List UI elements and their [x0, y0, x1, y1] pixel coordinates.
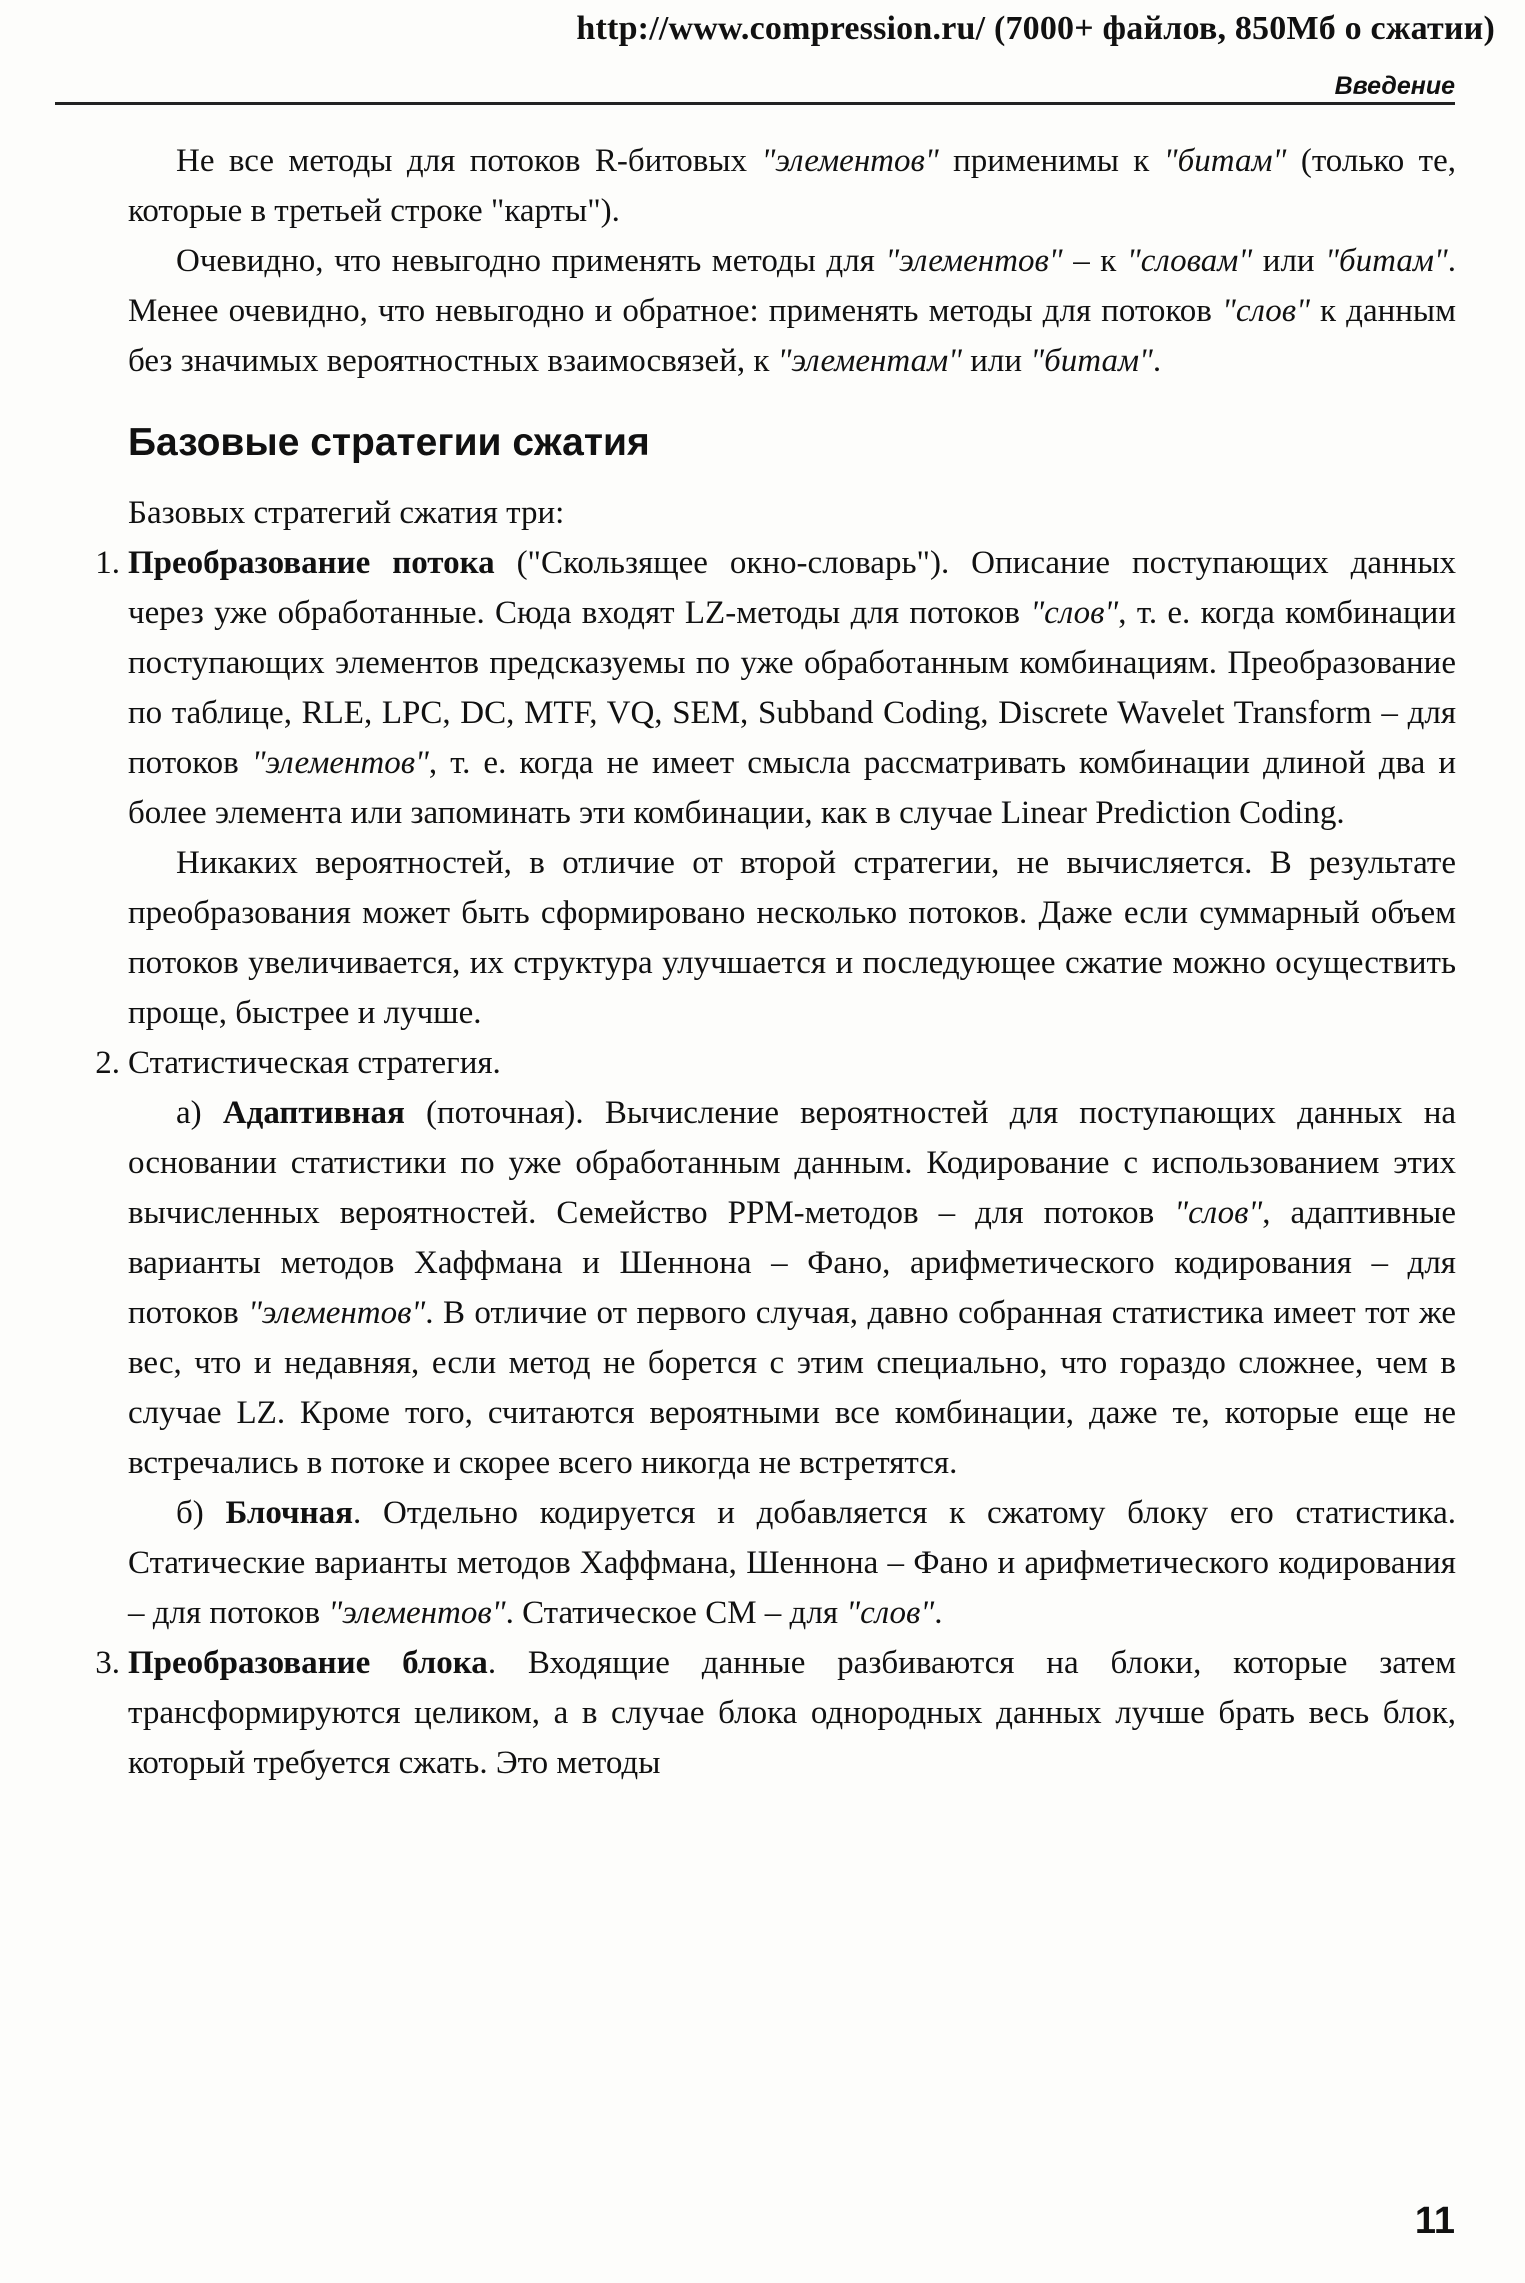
- text-run: . В отличие от первого случая, давно собранная статистика имеет тот же вес, что и недавняя, если метод не борется с этим специально, что гораздо сложнее, чем в случае LZ. Кроме того, считаются вероятными все комбинации, даже те, которые еще не встречались в потоке и скорее всего никогда не встретятся.: [128, 1295, 1456, 1481]
- italic-term: "битам": [1325, 243, 1448, 279]
- italic-term: "элементам": [777, 343, 962, 379]
- italic-term: "словам": [1126, 243, 1253, 279]
- italic-term: "элементов": [885, 243, 1063, 279]
- section-lead: Базовых стратегий сжатия три:: [128, 495, 565, 531]
- italic-term: "слов": [1221, 293, 1310, 329]
- item-1-paragraph-2: Никаких вероятностей, в отличие от второй стратегии, не вычисляется. В результате преобразования может быть сформировано несколько потоков. Даже если суммарный объем потоков увеличивается, их структура улучшается и последующее сжатие можно осуществить проще, быстрее и лучше.: [128, 845, 1456, 1031]
- page-body: [95, 136, 1457, 1788]
- text-run: . Статическое CM – для: [505, 1595, 847, 1631]
- strategy-list: [95, 538, 1457, 1788]
- item-3-paragraph-1: [128, 1638, 1456, 1788]
- list-item: [95, 538, 1457, 1038]
- intro-paragraph-1: [128, 136, 1456, 236]
- item-2-sub-a: [128, 1088, 1456, 1488]
- italic-term: "слов": [846, 1595, 935, 1631]
- header-divider: [55, 102, 1455, 105]
- text-run: . Входящие данные разбиваются на блоки, которые затем трансформируются целиком, а в случае блока однородных данных лучше брать весь блок, который требуется сжать. Это методы: [128, 1645, 1456, 1781]
- text-run: – к: [1062, 243, 1127, 279]
- text-run: , адаптивные варианты методов Хаффмана и Шеннона – Фано, арифметического кодирования – для потоков: [128, 1195, 1456, 1331]
- list-number: 1.: [95, 545, 120, 581]
- text-run: . Менее очевидно, что невыгодно и обратное: применять методы для потоков: [128, 243, 1457, 329]
- item-2-sub-b: [128, 1488, 1456, 1638]
- running-header-section: Введение: [1334, 72, 1455, 100]
- sub-title: Адаптивная: [222, 1095, 405, 1131]
- sub-prefix: б): [176, 1495, 226, 1531]
- header-url: http://www.compression.ru/ (7000+ файлов, 850Мб о сжатии): [576, 10, 1495, 47]
- text-run: (только те, которые в третьей строке "карты").: [128, 143, 1456, 229]
- list-item: [95, 1638, 1456, 1788]
- text-run: , т. е. когда комбинации поступающих элементов предсказуемы по уже обработанным комбинациям. Преобразование по таблице, RLE, LPC, DC, MTF, VQ, SEM, Subband Coding, Discrete Wavelet Transform – для потоков: [128, 595, 1456, 781]
- intro-paragraph-2: [128, 236, 1456, 386]
- sub-title: Блочная: [225, 1495, 354, 1531]
- section-heading: Базовые стратегии сжатия: [128, 421, 650, 464]
- page-number: 11: [1414, 2200, 1455, 2242]
- text-run: . Отдельно кодируется и добавляется к сжатому блоку его статистика. Статические варианты методов Хаффмана, Шеннона – Фано и арифметического кодирования – для потоков: [128, 1495, 1456, 1631]
- list-number: 2.: [95, 1045, 120, 1081]
- italic-term: "битам": [1163, 143, 1287, 179]
- item-title: Преобразование потока: [128, 545, 495, 581]
- list-item: [95, 1038, 1456, 1638]
- italic-term: "элементов": [251, 745, 429, 781]
- text-run: Очевидно, что невыгодно применять методы для: [176, 243, 886, 279]
- italic-term: "слов": [1030, 595, 1119, 631]
- item-1-paragraph-1: [128, 538, 1456, 838]
- list-number: 3.: [95, 1645, 120, 1681]
- text-run: .: [1152, 343, 1162, 379]
- text-run: ("Скользящее окно-словарь"). Описание поступающих данных через уже обработанные. Сюда входят LZ-методы для потоков: [128, 545, 1456, 631]
- item-2-title: Статистическая стратегия.: [128, 1045, 501, 1081]
- text-run: к данным без значимых вероятностных взаимосвязей, к: [128, 293, 1456, 379]
- text-run: (поточная). Вычисление вероятностей для поступающих данных на основании статистики по уже обработанным данным. Кодирование с использованием этих вычисленных вероятностей. Семейство PPM-методов – для потоков: [128, 1095, 1456, 1231]
- item-title: Преобразование блока: [128, 1645, 488, 1681]
- italic-term: "битам": [1030, 343, 1153, 379]
- text-run: .: [934, 1595, 943, 1631]
- italic-term: "элементов": [761, 143, 939, 179]
- italic-term: "элементов": [248, 1295, 426, 1331]
- text-run: , т. е. когда не имеет смысла рассматривать комбинации длиной два и более элемента или запоминать эти комбинации, как в случае Linear Prediction Coding.: [128, 745, 1457, 831]
- text-run: Не все методы для потоков R-битовых: [176, 143, 762, 179]
- italic-term: "элементов": [328, 1595, 506, 1631]
- text-run: или: [1252, 243, 1326, 279]
- text-run: или: [962, 343, 1031, 379]
- sub-prefix: а): [176, 1095, 223, 1131]
- text-run: применимы к: [938, 143, 1164, 179]
- italic-term: "слов": [1174, 1195, 1263, 1231]
